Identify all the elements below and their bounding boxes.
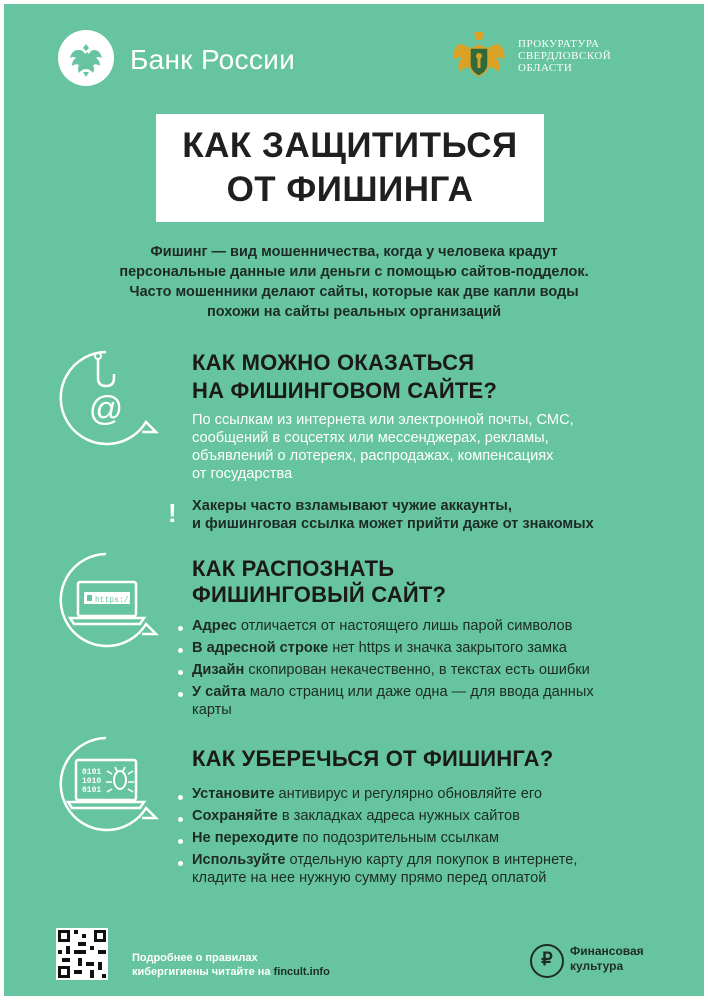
laptop-bug-icon bbox=[54, 736, 164, 836]
intro-line-1: Фишинг — вид мошенничества, когда у человека крадут bbox=[150, 244, 558, 260]
bullet-bold: Адрес bbox=[192, 618, 237, 634]
footer-prefix: кибергигиены читайте на bbox=[132, 966, 274, 978]
bullet-bold: Используйте bbox=[192, 852, 286, 868]
bullet-bold: В адресной строке bbox=[192, 640, 329, 656]
warning-line-1: Хакеры часто взламывают чужие аккаунты, bbox=[192, 498, 512, 514]
section1-text-line-3: объявлений о лотереях, распродажах, компенсациях bbox=[192, 448, 554, 464]
warning-line-2: и фишинговая ссылка может прийти даже от знакомых bbox=[192, 516, 594, 532]
binary-line-2: 1010 bbox=[82, 777, 102, 786]
title-line-1: КАК ЗАЩИТИТЬСЯ bbox=[182, 126, 518, 165]
bank-of-russia-eagle-icon bbox=[58, 30, 114, 86]
bullet-dot bbox=[178, 839, 183, 844]
bullet-dot bbox=[178, 648, 183, 653]
section2-heading-line-2: ФИШИНГОВЫЙ САЙТ? bbox=[192, 582, 447, 607]
section3-bullet-2 bbox=[192, 808, 520, 824]
section3-bullet-3 bbox=[192, 830, 499, 846]
bullet-bold: У сайта bbox=[192, 684, 246, 700]
section3-heading: КАК УБЕРЕЧЬСЯ ОТ ФИШИНГА? bbox=[192, 746, 554, 771]
title-box bbox=[156, 114, 544, 222]
phishing-hook-icon bbox=[54, 348, 164, 448]
binary-line-1: 0101 bbox=[82, 768, 102, 777]
intro-line-2: персональные данные или деньги с помощью сайтов-подделок. bbox=[119, 264, 589, 280]
section3-bullet-4 bbox=[192, 852, 577, 868]
bullet-dot bbox=[178, 817, 183, 822]
section2-bullet-4-cont: карты bbox=[192, 702, 232, 718]
prosecutor-emblem-icon bbox=[450, 26, 508, 88]
intro-line-4: похожи на сайты реальных организаций bbox=[206, 304, 502, 320]
bullet-bold: Дизайн bbox=[192, 662, 245, 678]
footer-line-1: Подробнее о правилах bbox=[132, 952, 258, 964]
bullet-bold: Сохраняйте bbox=[192, 808, 278, 824]
section1-heading-line-2: НА ФИШИНГОВОМ САЙТЕ? bbox=[192, 378, 498, 403]
bullet-dot bbox=[178, 626, 183, 631]
bullet-dot bbox=[178, 670, 183, 675]
fincult-line-2: культура bbox=[570, 959, 624, 973]
bullet-text: отдельную карту для покупок в интернете, bbox=[285, 852, 578, 868]
warning-exclamation-icon: ! bbox=[168, 498, 177, 528]
section2-heading-line-1: КАК РАСПОЗНАТЬ bbox=[192, 556, 395, 581]
https-label: https:// bbox=[95, 596, 134, 605]
prosecutor-line-1: ПРОКУРАТУРА bbox=[518, 38, 600, 50]
section3-bullet-1 bbox=[192, 786, 542, 802]
bullet-bold: Не переходите bbox=[192, 830, 299, 846]
bank-name: Банк России bbox=[130, 44, 296, 75]
poster bbox=[4, 4, 704, 996]
bullet-dot bbox=[178, 692, 183, 697]
section2-bullet-1 bbox=[192, 618, 572, 634]
section1-text-line-1: По ссылкам из интернета или электронной почты, СМС, bbox=[192, 412, 574, 428]
section1-text-line-2: сообщений в соцсетях или мессенджерах, рекламы, bbox=[192, 430, 549, 446]
bullet-text: мало страниц или даже одна — для ввода данных bbox=[245, 684, 594, 700]
bullet-text: скопирован некачественно, в текстах есть ошибки bbox=[244, 662, 590, 678]
laptop-https-icon bbox=[54, 552, 164, 652]
prosecutor-office-name bbox=[518, 38, 628, 74]
ruble-symbol: ₽ bbox=[541, 949, 553, 969]
at-symbol: @ bbox=[88, 390, 124, 428]
bullet-bold: Установите bbox=[192, 786, 275, 802]
bullet-text: в закладках адреса нужных сайтов bbox=[277, 808, 520, 824]
section1-heading-line-1: КАК МОЖНО ОКАЗАТЬСЯ bbox=[192, 350, 475, 375]
bullet-text: нет https и значка закрытого замка bbox=[328, 640, 567, 656]
section2-bullet-3 bbox=[192, 662, 590, 678]
intro-line-3: Часто мошенники делают сайты, которые как две капли воды bbox=[129, 284, 579, 300]
section2-bullet-2 bbox=[192, 640, 567, 656]
bullet-text: антивирус и регулярно обновляйте его bbox=[274, 786, 542, 802]
section3-bullet-4-cont: кладите на нее нужную сумму прямо перед оплатой bbox=[192, 870, 547, 886]
fincult-line-1: Финансовая bbox=[570, 944, 644, 958]
prosecutor-line-3: ОБЛАСТИ bbox=[518, 62, 573, 74]
fincult-link[interactable]: fincult.info bbox=[273, 966, 330, 978]
bullet-dot bbox=[178, 861, 183, 866]
section2-bullet-4 bbox=[192, 684, 594, 700]
prosecutor-line-2: СВЕРДЛОВСКОЙ bbox=[518, 50, 612, 62]
section1-text-line-4: от государства bbox=[192, 466, 293, 482]
qr-code[interactable] bbox=[56, 928, 108, 980]
bullet-text: по подозрительным ссылкам bbox=[298, 830, 500, 846]
footer-line-2 bbox=[132, 966, 330, 978]
bullet-text: отличается от настоящего лишь парой символов bbox=[236, 618, 573, 634]
bullet-dot bbox=[178, 795, 183, 800]
ruble-icon bbox=[530, 944, 564, 978]
title-line-2: ОТ ФИШИНГА bbox=[226, 170, 474, 209]
binary-line-3: 0101 bbox=[82, 786, 102, 795]
